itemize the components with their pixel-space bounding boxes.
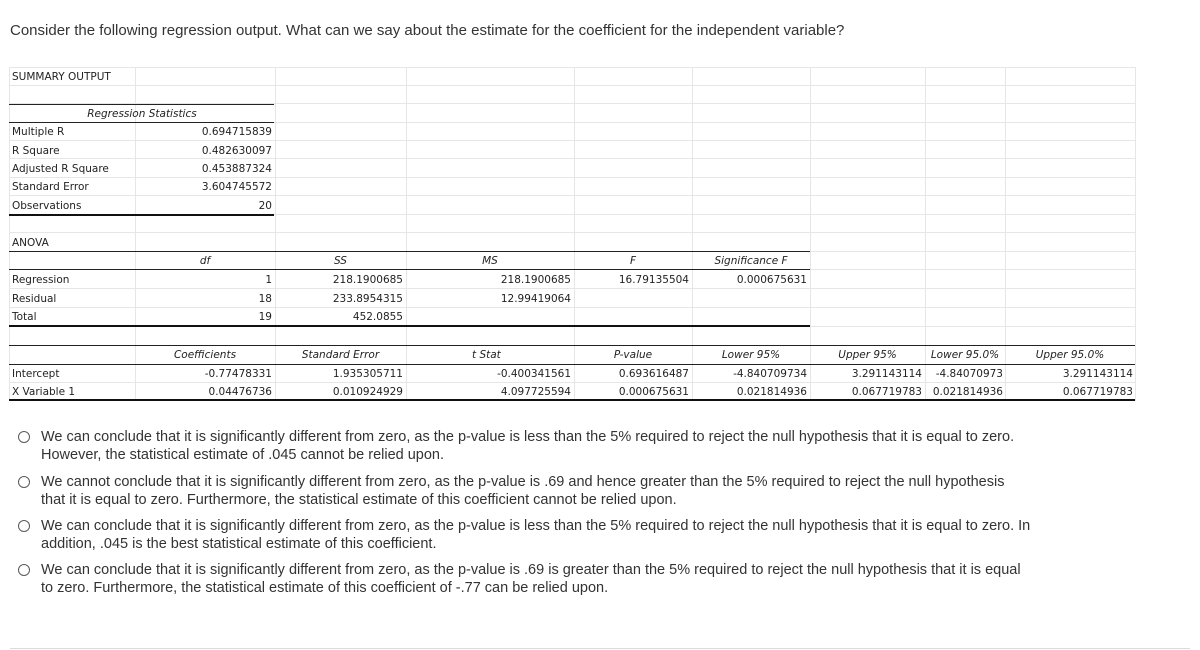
answer-option-line: that it is equal to zero. Furthermore, the statistical estimate of this coefficient cannot be relied upon. — [41, 492, 677, 508]
anova-row-label: Regression — [12, 274, 70, 286]
table-rule — [9, 269, 810, 270]
grid-line — [9, 307, 1136, 308]
grid-line — [9, 158, 1136, 159]
coef-cell: -4.840709734 — [733, 368, 807, 380]
stat-value: 20 — [258, 200, 272, 212]
summary-title: SUMMARY OUTPUT — [12, 71, 111, 83]
anova-header-significance-f: Significance F — [714, 255, 788, 267]
grid-line — [9, 177, 1136, 178]
table-rule — [9, 104, 274, 105]
question-text: Consider the following regression output. What can we say about the estimate for the coefficient for the independent variable? — [10, 22, 845, 39]
stat-label: Standard Error — [12, 181, 89, 193]
grid-line — [9, 140, 1136, 141]
coef-header-coefficients: Coefficients — [173, 349, 237, 361]
coef-cell: 0.021814936 — [736, 386, 807, 398]
grid-line — [9, 232, 1136, 233]
grid-line — [406, 67, 407, 401]
anova-cell: 12.99419064 — [500, 293, 571, 305]
divider — [10, 648, 1190, 649]
coef-cell: -4.84070973 — [935, 368, 1003, 380]
stat-value: 0.694715839 — [201, 126, 272, 138]
table-rule — [9, 364, 1135, 365]
anova-cell: 1 — [265, 274, 272, 286]
coef-cell: -0.400341561 — [497, 368, 571, 380]
table-rule — [9, 251, 810, 252]
radio-button[interactable] — [18, 564, 30, 576]
stat-label: R Square — [12, 145, 60, 157]
anova-header-df: df — [199, 255, 211, 267]
coef-header-standard-error: Standard Error — [301, 349, 380, 361]
anova-row-label: Residual — [12, 293, 57, 305]
answer-option-line: We can conclude that it is significantly different from zero, as the p-value is less than the 5% required to reject the null hypothesis that it is equal to zero. — [41, 429, 1015, 445]
coef-header-p-value: P-value — [613, 349, 653, 361]
anova-title: ANOVA — [12, 237, 49, 249]
grid-line — [1135, 67, 1136, 401]
radio-button[interactable] — [18, 476, 30, 488]
coef-cell: 0.067719783 — [1062, 386, 1133, 398]
coef-row-label: Intercept — [12, 368, 60, 380]
stat-label: Adjusted R Square — [12, 163, 109, 175]
stat-label: Multiple R — [12, 126, 65, 138]
coef-cell: 0.04476736 — [208, 386, 272, 398]
coef-header-lower-95-0: Lower 95.0% — [930, 349, 1000, 361]
table-rule — [9, 399, 1135, 401]
anova-cell: 218.1900685 — [500, 274, 571, 286]
coef-cell: 0.693616487 — [618, 368, 689, 380]
answer-option-line: We cannot conclude that it is significantly different from zero, as the p-value is .69 and hence greater than the 5% required to reject the null hypothesis — [41, 474, 1005, 490]
answer-option-line: However, the statistical estimate of .045 cannot be relied upon. — [41, 447, 445, 463]
answer-option-text[interactable] — [41, 428, 1141, 464]
answer-option-line: addition, .045 is the best statistical estimate of this coefficient. — [41, 536, 437, 552]
table-rule — [9, 122, 274, 123]
coef-cell: 0.000675631 — [618, 386, 689, 398]
grid-line — [9, 85, 1136, 86]
coef-header-upper-95: Upper 95% — [838, 349, 897, 361]
coef-cell: 3.291143114 — [1062, 368, 1133, 380]
stat-value: 0.453887324 — [201, 163, 272, 175]
anova-header-f: F — [629, 255, 637, 267]
regression-stats-title: Regression Statistics — [87, 108, 197, 120]
coef-cell: 1.935305711 — [332, 368, 403, 380]
radio-button[interactable] — [18, 431, 30, 443]
anova-header-ms: MS — [482, 255, 498, 267]
radio-button[interactable] — [18, 520, 30, 532]
answer-option-text[interactable] — [41, 473, 1141, 509]
coef-cell: 0.010924929 — [332, 386, 403, 398]
coef-row-label: X Variable 1 — [12, 386, 76, 398]
coef-header-upper-95-0: Upper 95.0% — [1035, 349, 1105, 361]
answer-option-line: We can conclude that it is significantly different from zero, as the p-value is .69 is greater than the 5% required to reject the null hypothesis that it is equal — [41, 562, 1021, 578]
coef-cell: 0.067719783 — [851, 386, 922, 398]
answer-option-text[interactable] — [41, 561, 1141, 597]
coef-cell: -0.77478331 — [204, 368, 272, 380]
anova-cell: 18 — [258, 293, 272, 305]
coef-cell: 4.097725594 — [500, 386, 571, 398]
answer-option-line: We can conclude that it is significantly different from zero, as the p-value is less than the 5% required to reject the null hypothesis that it is equal to zero. In — [41, 518, 1031, 534]
grid-line — [9, 288, 1136, 289]
table-rule — [9, 214, 274, 216]
anova-header-ss: SS — [334, 255, 347, 267]
anova-cell: 0.000675631 — [736, 274, 807, 286]
anova-cell: 452.0855 — [352, 311, 403, 323]
table-rule — [9, 345, 1135, 346]
anova-row-label: Total — [12, 311, 37, 323]
stat-value: 0.482630097 — [201, 145, 272, 157]
grid-line — [9, 195, 1136, 196]
coef-header-lower-95: Lower 95% — [721, 349, 781, 361]
grid-line — [9, 67, 1136, 68]
stat-label: Observations — [12, 200, 82, 212]
coef-cell: 0.021814936 — [932, 386, 1003, 398]
stat-value: 3.604745572 — [201, 181, 272, 193]
regression-output-image — [9, 67, 1136, 401]
anova-cell: 233.8954315 — [332, 293, 403, 305]
anova-cell: 218.1900685 — [332, 274, 403, 286]
grid-line — [9, 382, 1136, 383]
table-rule — [9, 325, 810, 327]
answer-option-line: to zero. Furthermore, the statistical estimate of this coefficient of -.77 can be relied upon. — [41, 580, 609, 596]
coef-cell: 3.291143114 — [851, 368, 922, 380]
answer-option-text[interactable] — [41, 517, 1141, 553]
anova-cell: 19 — [258, 311, 272, 323]
coef-header-t-stat: t Stat — [472, 349, 501, 361]
anova-cell: 16.79135504 — [618, 274, 689, 286]
